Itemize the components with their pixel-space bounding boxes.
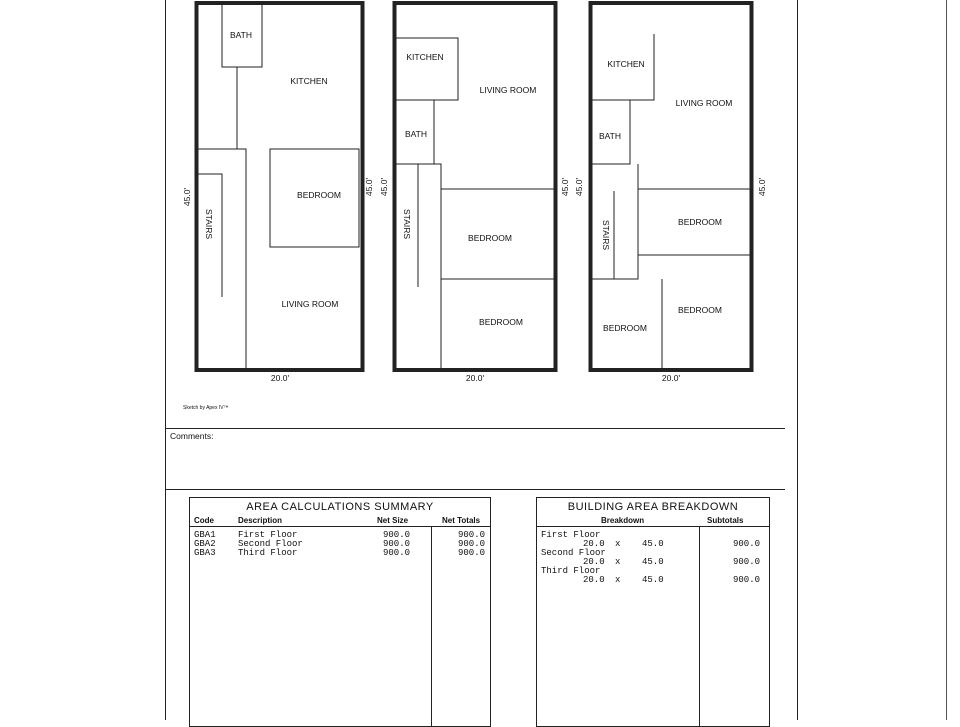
- area-summary-header-rule: [190, 526, 490, 527]
- plan-3-kitchen-label: KITCHEN: [607, 59, 645, 69]
- col-description-header: Description: [238, 516, 283, 525]
- breakdown-times: x: [615, 557, 621, 567]
- plan-1-outer-wall: [197, 3, 363, 370]
- breakdown-width: 20.0: [583, 539, 605, 549]
- row-net-total: 900.0: [458, 539, 486, 549]
- breakdown-subtotal: 900.0: [733, 575, 761, 585]
- plan-2-bedroom-label-2: BEDROOM: [479, 317, 523, 327]
- area-calculations-summary: [189, 497, 491, 727]
- row-code: GBA1: [194, 530, 216, 540]
- breakdown-title: BUILDING AREA BREAKDOWN: [567, 501, 739, 513]
- col-code-header: Code: [194, 516, 214, 525]
- breakdown-col-divider: [699, 526, 700, 726]
- plan-1-stairs-label: STAIRS: [204, 208, 214, 240]
- comments-top-rule: [165, 428, 785, 429]
- plan-2-living-room-label: LIVING ROOM: [479, 85, 537, 95]
- floor-plan-2: [379, 3, 570, 383]
- breakdown-depth: 45.0: [642, 575, 664, 585]
- plan-3-bedroom-label-3: BEDROOM: [678, 305, 722, 315]
- plan-3-bath-label: BATH: [598, 131, 622, 141]
- breakdown-times: x: [615, 539, 621, 549]
- breakdown-floor-label: First Floor: [541, 530, 601, 540]
- row-net-size: 900.0: [383, 530, 411, 540]
- breakdown-width: 20.0: [583, 575, 605, 585]
- plan-3-stairs-label: STAIRS: [601, 219, 611, 251]
- plan-3-width-label: 20.0': [661, 373, 681, 383]
- row-description: Second Floor: [238, 539, 303, 549]
- plan-1-depth-label: 45.0': [182, 187, 192, 207]
- row-net-total: 900.0: [458, 548, 486, 558]
- row-code: GBA2: [194, 539, 216, 549]
- breakdown-header-rule: [537, 526, 769, 527]
- floor-plan-1: [182, 3, 374, 383]
- row-net-size: 900.0: [383, 539, 411, 549]
- plan-2-bath-label: BATH: [404, 129, 428, 139]
- building-area-breakdown: [536, 497, 770, 727]
- plan-3-bedroom-label-2: BEDROOM: [603, 323, 647, 333]
- comments-label: Comments:: [170, 431, 214, 441]
- comments-bottom-rule: [165, 489, 785, 490]
- area-summary-col-divider: [431, 526, 432, 726]
- floor-plan-3: [574, 3, 767, 383]
- breakdown-width: 20.0: [583, 557, 605, 567]
- row-net-total: 900.0: [458, 530, 486, 540]
- plan-2-width-label: 20.0': [465, 373, 485, 383]
- col-net-size-header: Net Size: [377, 516, 409, 525]
- plan-1-width-label: 20.0': [270, 373, 290, 383]
- row-description: First Floor: [238, 530, 298, 540]
- row-net-size: 900.0: [383, 548, 411, 558]
- plan-2-depth-label: 45.0': [379, 177, 389, 197]
- col-breakdown-header: Breakdown: [601, 516, 645, 525]
- breakdown-depth: 45.0: [642, 557, 664, 567]
- plan-2-depth-label-right: 45.0': [560, 177, 570, 197]
- breakdown-times: x: [615, 575, 621, 585]
- col-subtotals-header: Subtotals: [707, 516, 744, 525]
- col-net-totals-header: Net Totals: [442, 516, 481, 525]
- row-code: GBA3: [194, 548, 216, 558]
- plan-1-living-room-label: LIVING ROOM: [281, 299, 339, 309]
- plan-1-depth-label-right: 45.0': [364, 177, 374, 197]
- sketch-credit: Sketch by Apex IV™: [183, 405, 229, 411]
- plan-2-stair-wall: [418, 164, 441, 370]
- row-description: Third Floor: [238, 548, 298, 558]
- plan-3-bedroom-label-1: BEDROOM: [678, 217, 722, 227]
- plan-1-bath-label: BATH: [229, 30, 253, 40]
- breakdown-floor-label: Second Floor: [541, 548, 606, 558]
- plan-1-bedroom-label: BEDROOM: [297, 190, 341, 200]
- plan-2-bedroom-label-1: BEDROOM: [468, 233, 512, 243]
- area-summary-title: AREA CALCULATIONS SUMMARY: [246, 501, 434, 513]
- plan-2-kitchen-wall: [396, 38, 458, 100]
- breakdown-subtotal: 900.0: [733, 557, 761, 567]
- breakdown-depth: 45.0: [642, 539, 664, 549]
- breakdown-floor-label: Third Floor: [541, 566, 601, 576]
- breakdown-subtotal: 900.0: [733, 539, 761, 549]
- plan-3-stair-wall: [592, 164, 638, 279]
- plan-3-depth-label: 45.0': [574, 177, 584, 197]
- plan-1-kitchen-label: KITCHEN: [290, 76, 328, 86]
- plan-3-depth-label-right: 45.0': [757, 177, 767, 197]
- plan-3-living-room-label: LIVING ROOM: [675, 98, 733, 108]
- plan-2-stairs-label: STAIRS: [402, 208, 412, 240]
- plan-2-kitchen-label: KITCHEN: [406, 52, 444, 62]
